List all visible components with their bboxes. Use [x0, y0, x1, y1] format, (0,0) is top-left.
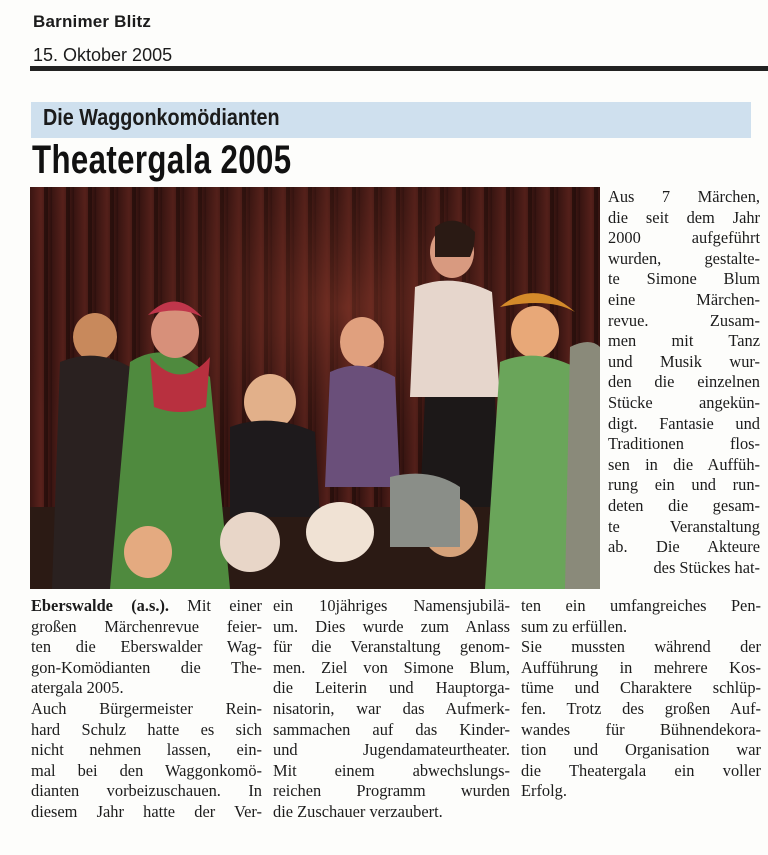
text-line: hard Schulz hatte es sich [31, 719, 262, 739]
text-line: nicht nehmen lassen, ein- [31, 740, 262, 760]
text-line: ab. Die Akteure [608, 537, 760, 557]
article-kicker: Die Waggonkomödianten [43, 104, 280, 130]
text-line: die Zuschauer verzaubert. [273, 801, 443, 821]
text-line: sum zu erfüllen. [521, 616, 628, 636]
text-line: te Simone Blum [608, 269, 760, 289]
text-line: 2000 aufgeführt [608, 228, 760, 248]
text-line: diesem Jahr hatte der Ver- [31, 801, 262, 821]
article-side-column [608, 187, 760, 578]
text-line: Stücke angekün- [608, 392, 760, 412]
text-line: des Stückes hat- [653, 557, 760, 577]
text-line: um. Dies wurde zum Anlass [273, 616, 510, 636]
text-line: die seit dem Jahr [608, 207, 760, 227]
text-line: den die einzelnen [608, 372, 760, 392]
article-column-1 [31, 596, 262, 823]
text-line: mal bei den Waggonkomö- [31, 760, 262, 780]
text-line: und Jugendamateurtheater. [273, 740, 510, 760]
text-line: eine Märchen- [608, 289, 760, 309]
text-line: atergala 2005. [31, 678, 124, 698]
text-line: Mit einem abwechslungs- [273, 760, 510, 780]
text-line: gon-Komödianten die The- [31, 657, 262, 677]
text-line: für die Veranstaltung genom- [273, 637, 510, 657]
text-line: dianten vorbeizuschauen. In [31, 781, 262, 801]
text-line: men. Ziel von Simone Blum, [273, 657, 510, 677]
article-first-line: Mit einer [169, 596, 262, 615]
paper-name: Barnimer Blitz [33, 12, 152, 31]
text-line: sen in die Auffüh- [608, 454, 760, 474]
text-line: Erfolg. [521, 781, 567, 801]
text-line: nisatorin, war das Aufmerk- [273, 698, 510, 718]
publication-date: 15. Oktober 2005 [33, 45, 173, 65]
text-line: digt. Fantasie und [608, 413, 760, 433]
text-line: men mit Tanz [608, 331, 760, 351]
text-line: reichen Programm wurden [273, 781, 510, 801]
text-line: tion und Organisation war [521, 740, 761, 760]
article-column-3 [521, 596, 761, 802]
text-line: ein 10jähriges Namensjubilä- [273, 596, 510, 615]
text-line: fen. Trotz des großen Auf- [521, 698, 761, 718]
header-rule [30, 66, 768, 71]
text-line: Traditionen flos- [608, 434, 760, 454]
text-line: großen Märchenrevue feier- [31, 616, 262, 636]
text-line: te Veranstaltung [608, 516, 760, 536]
text-line: sammachen auf das Kinder- [273, 719, 510, 739]
stage-photo-icon [30, 187, 600, 589]
text-line: wandes für Bühnendekora- [521, 719, 761, 739]
text-line: Aus 7 Märchen, [608, 187, 760, 206]
text-line: wurden, gestalte- [608, 248, 760, 268]
text-line: die Leiterin und Hauptorga- [273, 678, 510, 698]
text-line: revue. Zusam- [608, 310, 760, 330]
text-line: tüme und Charaktere schlüp- [521, 678, 761, 698]
text-line: rung ein und run- [608, 475, 760, 495]
text-line: deten die gesam- [608, 495, 760, 515]
text-line: die Theatergala ein voller [521, 760, 761, 780]
article-headline: Theatergala 2005 [32, 138, 292, 182]
text-line: Aufführung in mehrere Kos- [521, 657, 761, 677]
article-photo [30, 187, 600, 589]
article-column-2 [273, 596, 510, 823]
text-line: und Musik wur- [608, 351, 760, 371]
article-dateline: Eberswalde (a.s.). [31, 596, 170, 615]
text-line: Sie mussten während der [521, 637, 761, 657]
text-line: ten die Eberswalder Wag- [31, 637, 262, 657]
text-line: ten ein umfangreiches Pen- [521, 596, 761, 615]
text-line: Auch Bürgermeister Rein- [31, 698, 262, 718]
